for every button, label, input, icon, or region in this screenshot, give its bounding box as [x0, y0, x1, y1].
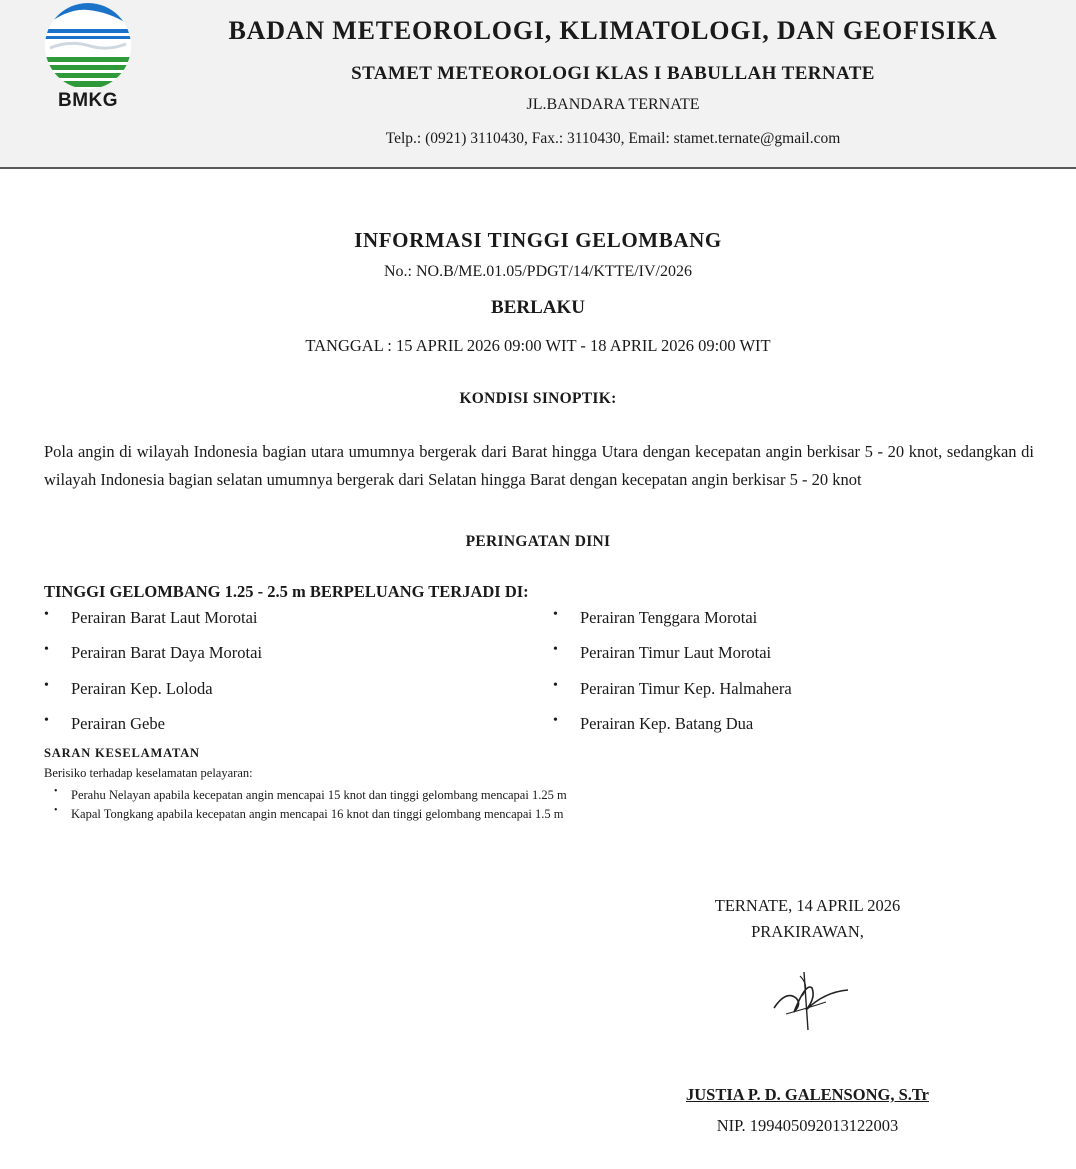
list-item — [553, 642, 792, 677]
safety-heading: SARAN KESELAMATAN — [44, 746, 200, 760]
list-item — [44, 607, 262, 642]
synoptic-paragraph: Pola angin di wilayah Indonesia bagian utara umumnya bergerak dari Barat hingga Utara dengan kecepatan angin berkisar 5 - 20 knot, sedangkan di wilayah Indonesia bagian selatan umumnya bergerak dari Selatan hingga Barat dengan kecepatan angin berkisar 5 - 20 knot — [44, 442, 1034, 489]
station-contact: Telp.: (0921) 3110430, Fax.: 3110430, Email: stamet.ternate@gmail.com — [385, 130, 841, 147]
bullet-icon: • — [553, 712, 558, 728]
signatory-name: JUSTIA P. D. GALENSONG, S.Tr — [686, 1085, 929, 1104]
list-item — [553, 678, 792, 713]
safety-advice: Perahu Nelayan apabila kecepatan angin mencapai 15 knot dan tinggi gelombang mencapai 1.25 m — [71, 788, 567, 802]
list-item — [553, 607, 792, 642]
valid-date-range: TANGGAL : 15 APRIL 2026 09:00 WIT - 18 APRIL 2026 09:00 WIT — [305, 336, 771, 355]
bullet-icon: • — [44, 712, 49, 728]
bullet-icon: • — [44, 607, 49, 622]
location-name: Perairan Barat Laut Morotai — [71, 608, 258, 627]
handwritten-signature-icon — [766, 968, 856, 1036]
bullet-icon: • — [54, 805, 58, 816]
signature-place-date: TERNATE, 14 APRIL 2026 — [714, 896, 901, 915]
safety-list — [54, 786, 567, 824]
location-name: Perairan Gebe — [71, 713, 165, 733]
bullet-icon: • — [553, 677, 558, 693]
location-list-right — [553, 607, 792, 748]
signatory-nip: NIP. 199405092013122003 — [716, 1116, 899, 1135]
location-name: Perairan Kep. Loloda — [71, 678, 213, 698]
safety-advice: Kapal Tongkang apabila kecepatan angin mencapai 16 knot dan tinggi gelombang mencapai 1.5 m — [71, 807, 564, 821]
location-name: Perairan Kep. Batang Dua — [580, 713, 754, 733]
bullet-icon: • — [553, 607, 558, 622]
document-title: INFORMASI TINGGI GELOMBANG — [354, 228, 722, 252]
wave-height-heading: TINGGI GELOMBANG 1.25 - 2.5 m BERPELUANG TERJADI DI: — [44, 582, 529, 601]
bullet-icon: • — [54, 786, 58, 797]
logo-text: BMKG — [57, 90, 119, 111]
bullet-icon: • — [44, 642, 49, 658]
station-address: JL.BANDARA TERNATE — [526, 96, 700, 113]
location-name: Perairan Barat Daya Morotai — [71, 643, 263, 663]
list-item — [553, 713, 792, 748]
list-item — [54, 805, 567, 824]
location-name: Perairan Timur Laut Morotai — [580, 643, 772, 663]
location-name: Perairan Tenggara Morotai — [580, 608, 758, 627]
valid-label: BERLAKU — [491, 297, 585, 318]
list-item — [44, 713, 262, 748]
list-item — [44, 678, 262, 713]
safety-intro: Berisiko terhadap keselamatan pelayaran: — [44, 766, 253, 780]
list-item — [44, 642, 262, 677]
document-number: No.: NO.B/ME.01.05/PDGT/14/KTTE/IV/2026 — [384, 263, 692, 280]
letterhead — [0, 0, 1076, 169]
early-warning-heading: PERINGATAN DINI — [465, 533, 611, 550]
location-name: Perairan Timur Kep. Halmahera — [580, 678, 792, 698]
list-item — [54, 786, 567, 805]
station-name: STAMET METEOROLOGI KLAS I BABULLAH TERNATE — [351, 63, 875, 84]
synoptic-heading: KONDISI SINOPTIK: — [459, 390, 617, 407]
location-list-left — [44, 607, 262, 748]
bullet-icon: • — [44, 677, 49, 693]
bullet-icon: • — [553, 642, 558, 658]
signature-role: PRAKIRAWAN, — [751, 922, 864, 941]
organization-name: BADAN METEOROLOGI, KLIMATOLOGI, DAN GEOFISIKA — [228, 16, 998, 45]
